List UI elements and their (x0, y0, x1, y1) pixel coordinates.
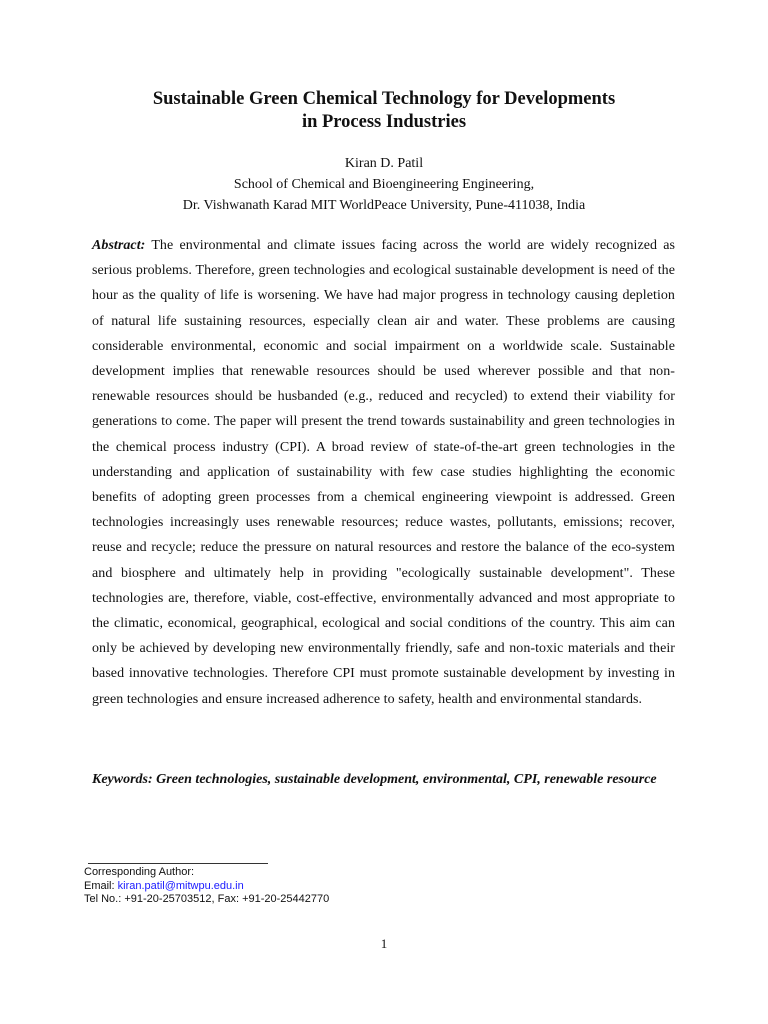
paper-title-line-2: in Process Industries (301, 112, 467, 132)
paper-title (0, 88, 768, 134)
abstract-text: The environmental and climate issues facing across the world are widely recognized as serious problems. Therefore, green technologies and ecological sustainable development is need of the hour as the quality of life is worsening. We have had major progress in technology causing depletion of natural life sustaining resources, especially clean air and water. These problems are causing considerable environmental, economic and social impairment on a worldwide scale. Sustainable development implies that renewable resources should be used wherever possible and that non-renewable resources should be husbanded (e.g., reduced and recycled) to extend their viability for generations to come. The paper will present the trend towards sustainability and green technologies in the chemical process industry (CPI). A broad review of state-of-the-art green technologies in the understanding and application of sustainability with few case studies highlighting the economic benefits of adopting green processes from a chemical engineering viewpoint is addressed. Green technologies increasingly uses renewable resources; reduce wastes, pollutants, emissions; recover, reuse and recycle; reduce the pressure on natural resources and restore the balance of the eco-system and biosphere and ultimately help in providing "ecologically sustainable development". These technologies are, therefore, viable, cost-effective, environmentally advanced and most appropriate to the climatic, economical, geographical, ecological and social conditions of the country. This aim can only be achieved by developing new environmentally friendly, safe and non-toxic materials and their based innovative technologies. Therefore CPI must promote sustainable development by investing in green technologies and ensure increased adherence to safety, health and environmental standards. (92, 238, 675, 707)
keywords: Keywords: Green technologies, sustainable development, environmental, CPI, renewable resource (92, 772, 657, 787)
page-number: 1 (380, 936, 388, 951)
email-line (84, 880, 584, 894)
paper-title-line-1: Sustainable Green Chemical Technology for Developments (152, 89, 616, 109)
corresponding-author-label: Corresponding Author: (84, 866, 195, 878)
affiliation-line-1: School of Chemical and Bioengineering Engineering, (233, 177, 535, 192)
author-block (0, 153, 768, 216)
author-name: Kiran D. Patil (344, 156, 424, 171)
abstract-label: Abstract: (92, 238, 146, 253)
phone-fax-line: Tel No.: +91-20-25703512, Fax: +91-20-25442770 (84, 893, 330, 905)
footnote-divider (88, 863, 268, 864)
email-link[interactable]: kiran.patil@mitwpu.edu.in (117, 879, 244, 892)
affiliation-line-2: Dr. Vishwanath Karad MIT WorldPeace University, Pune-411038, India (182, 198, 586, 213)
email-label: Email: (84, 879, 118, 892)
abstract-paragraph (92, 233, 675, 712)
footnote-block (84, 866, 584, 907)
